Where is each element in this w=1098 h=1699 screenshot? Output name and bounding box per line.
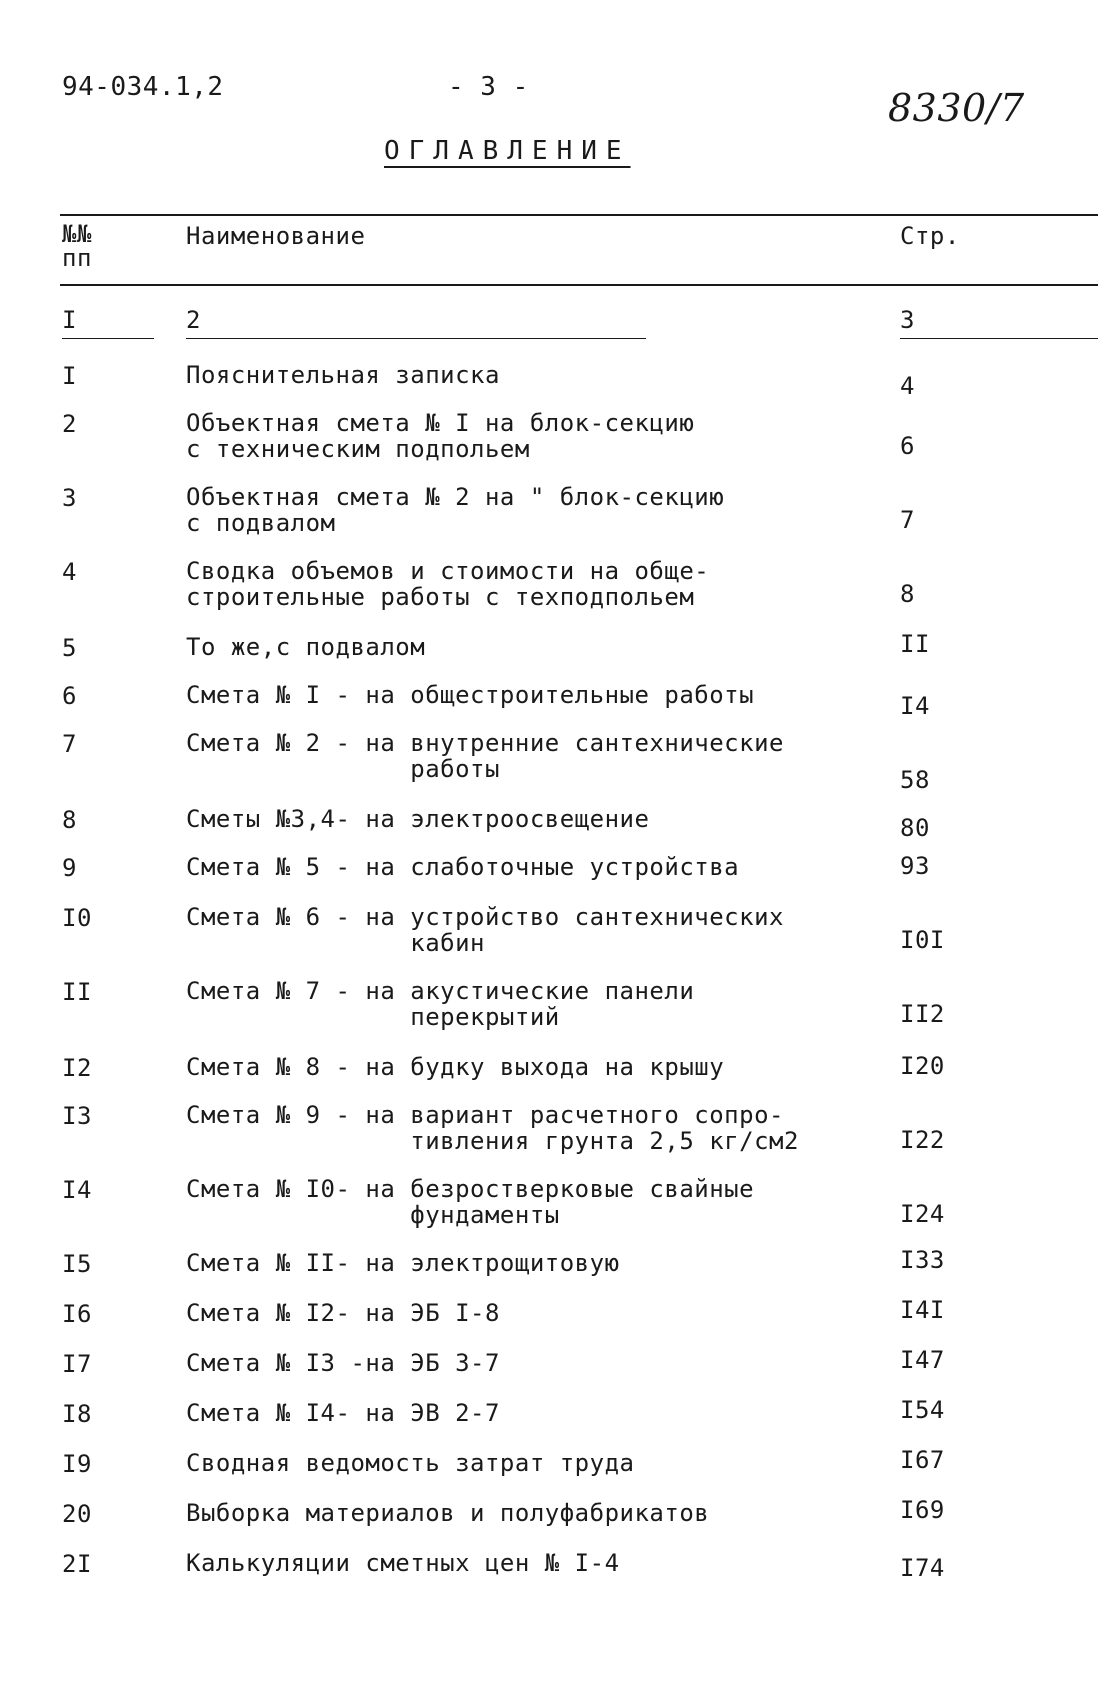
row-page: I4I bbox=[900, 1296, 945, 1324]
row-page: II bbox=[900, 630, 930, 658]
row-page: 8 bbox=[900, 580, 915, 608]
row-title: Смета № I3 -на ЭБ 3-7 bbox=[186, 1349, 500, 1377]
row-page: I54 bbox=[900, 1396, 945, 1424]
row-title: Объектная смета № I на блок-секцию с техническим подпольем bbox=[186, 409, 695, 463]
row-number: I4 bbox=[62, 1176, 92, 1204]
row-page: I22 bbox=[900, 1126, 945, 1154]
row-number: 4 bbox=[62, 558, 77, 586]
row-number: I8 bbox=[62, 1400, 92, 1428]
column-number-underline bbox=[900, 338, 1098, 339]
row-number: I2 bbox=[62, 1054, 92, 1082]
row-page: I0I bbox=[900, 926, 945, 954]
row-number: I3 bbox=[62, 1102, 92, 1130]
row-page: 6 bbox=[900, 432, 915, 460]
row-number: I7 bbox=[62, 1350, 92, 1378]
handwritten-number: 8330/7 bbox=[888, 86, 1025, 130]
row-number: II bbox=[62, 978, 92, 1006]
row-number: I bbox=[62, 362, 77, 390]
row-number: 20 bbox=[62, 1500, 92, 1528]
row-number: 8 bbox=[62, 806, 77, 834]
row-page: I74 bbox=[900, 1554, 945, 1582]
column-number-name: 2 bbox=[186, 306, 201, 334]
row-number: I9 bbox=[62, 1450, 92, 1478]
page-title: ОГЛАВЛЕНИЕ bbox=[384, 136, 631, 166]
row-number: 9 bbox=[62, 854, 77, 882]
row-page: I69 bbox=[900, 1496, 945, 1524]
row-title: Смета № 9 - на вариант расчетного сопро- тивления грунта 2,5 кг/см2 bbox=[186, 1101, 799, 1155]
page-number: - 3 - bbox=[448, 72, 529, 102]
row-title: Смета № I - на общестроительные работы bbox=[186, 681, 755, 709]
column-header-no: №№ пп bbox=[62, 220, 92, 272]
row-title: Смета № 2 - на внутренние сантехнические работы bbox=[186, 729, 784, 783]
row-page: I67 bbox=[900, 1446, 945, 1474]
row-page: II2 bbox=[900, 1000, 945, 1028]
column-header-page: Стр. bbox=[900, 222, 960, 250]
row-number: 5 bbox=[62, 634, 77, 662]
row-page: I33 bbox=[900, 1246, 945, 1274]
row-page: I4 bbox=[900, 692, 930, 720]
row-page: I24 bbox=[900, 1200, 945, 1228]
row-number: I6 bbox=[62, 1300, 92, 1328]
column-number-underline bbox=[62, 338, 154, 339]
row-title: Смета № 6 - на устройство сантехнических кабин bbox=[186, 903, 784, 957]
column-number-underline bbox=[186, 338, 646, 339]
row-number: 6 bbox=[62, 682, 77, 710]
column-number-no: I bbox=[62, 306, 77, 334]
row-number: 2 bbox=[62, 410, 77, 438]
header-bottom-rule bbox=[60, 284, 1098, 286]
row-title: Сводная ведомость затрат труда bbox=[186, 1449, 635, 1477]
row-title: Смета № 5 - на слаботочные устройства bbox=[186, 853, 740, 881]
row-title: Сводка объемов и стоимости на обще- строительные работы с техподпольем bbox=[186, 557, 710, 611]
row-title: Выборка материалов и полуфабрикатов bbox=[186, 1499, 710, 1527]
table-top-rule bbox=[60, 214, 1098, 216]
row-title: То же,с подвалом bbox=[186, 633, 426, 661]
row-title: Смета № I2- на ЭБ I-8 bbox=[186, 1299, 500, 1327]
column-header-name: Наименование bbox=[186, 222, 366, 250]
row-number: 7 bbox=[62, 730, 77, 758]
row-title: Смета № II- на электрощитовую bbox=[186, 1249, 620, 1277]
column-number-page: 3 bbox=[900, 306, 915, 334]
row-page: 7 bbox=[900, 506, 915, 534]
row-number: I0 bbox=[62, 904, 92, 932]
row-page: 93 bbox=[900, 852, 930, 880]
row-page: 58 bbox=[900, 766, 930, 794]
row-title: Калькуляции сметных цен № I-4 bbox=[186, 1549, 620, 1577]
row-page: I47 bbox=[900, 1346, 945, 1374]
row-number: 3 bbox=[62, 484, 77, 512]
row-page: I20 bbox=[900, 1052, 945, 1080]
row-title: Смета № 8 - на будку выхода на крышу bbox=[186, 1053, 725, 1081]
row-number: I5 bbox=[62, 1250, 92, 1278]
row-title: Сметы №3,4- на электроосвещение bbox=[186, 805, 650, 833]
row-page: 80 bbox=[900, 814, 930, 842]
row-title: Смета № I4- на ЭВ 2-7 bbox=[186, 1399, 500, 1427]
document-code: 94-034.1,2 bbox=[62, 72, 224, 102]
row-page: 4 bbox=[900, 372, 915, 400]
row-title: Смета № I0- на безростверковые свайные фундаменты bbox=[186, 1175, 755, 1229]
row-number: 2I bbox=[62, 1550, 92, 1578]
row-title: Смета № 7 - на акустические панели перекрытий bbox=[186, 977, 695, 1031]
row-title: Пояснительная записка bbox=[186, 361, 500, 389]
row-title: Объектная смета № 2 на " блок-секцию с подвалом bbox=[186, 483, 725, 537]
